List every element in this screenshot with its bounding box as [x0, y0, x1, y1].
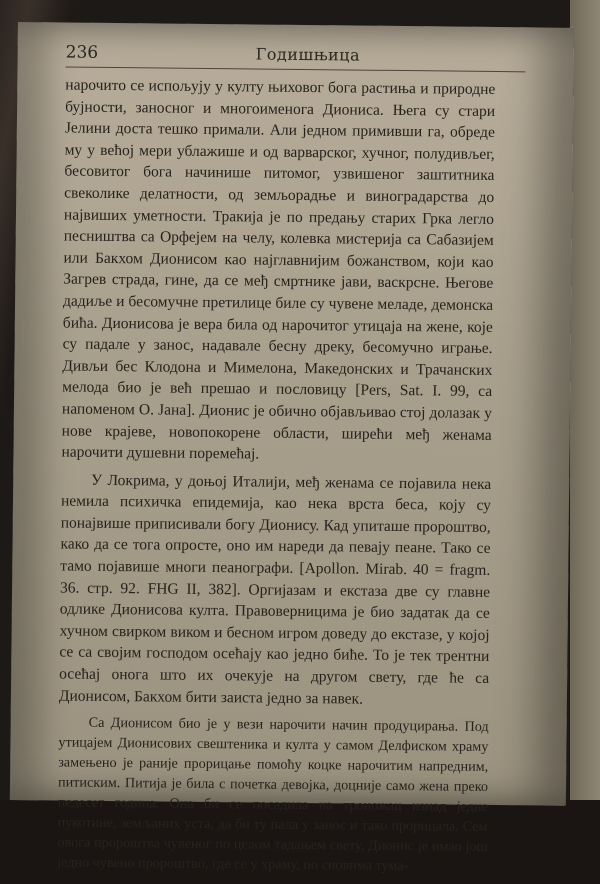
header-rule	[66, 67, 526, 73]
page-number: 236	[65, 42, 99, 63]
book-page	[10, 22, 574, 875]
page-edge-right	[570, 0, 600, 800]
paragraph-1: нарочито се испољују у култу њиховог бога растиња и природне бујности, заносног и многоименога Диониса. Њега су стари Јелини доста тешко примали. Али једном примивши га, обреде му у већој мери ублажише и од варварског, хучног, полудивљег, бесовитог бога начинише питомог, узвишеног заштитника свеколике делатности, од земљорадње и виноградарства до највиших уметности. Тракија је по предању старих Грка легло песништва са Орфејем на челу, колевка мистерија са Сабазијем или Бакхом Дионисом као најглавнијим божанством, који као Загрев страда, гине, да се међ смртнике јави, васкрсне. Његове дадиље и бесомучне претилице биле су чувене меладе, демонска бића. Дионисова је вера била од нарочитог утицаја на жене, које су падале у занос, надавале бесну дреку, бесомучно играње. Дивљи бес Клодона и Мимелона, Македонских и Трачанских мелода био је већ прешао и пословицу [Pers, Sat. I. 99, са напоменом О. Јана]. Дионис је обично објављивао стој долазак у нове крајеве, новопокорене области, ширећи међ женама нарочити душевни поремећај.	[61, 76, 496, 463]
page-body	[57, 74, 495, 883]
paragraph-2: У Локрима, у доњој Италији, међ женама се појавила нека немила психичка епидемија, као нека врста беса, коју су понајвише приписивали богу Дионису. Кад упиташе пророштво, како да се тога опросте, оно им нареди да певају пеане. Тако се тамо појавише многи пеанографи. [Apollon. Mirab. 40 = fragm. 36. стр. 92. FHG II, 382]. Оргијазам и екстаза две су главне одлике Дионисова култа. Правоверницима је био задатак да се хучном свирком виком и бесном игром доведу до екстазе, у којој се са својим господом осећају као једно биће. То је тек трентни осећај онога што их очекује на другом свету, где ће са Дионисом, Бакхом бити заиста једно за навек.	[58, 471, 492, 708]
page-header	[65, 43, 535, 76]
paragraph-3: Са Дионисом био је у вези нарочити начин продуцирања. Под утицајем Дионисових свештеника и култа у самом Делфиском храму замењено је раније прорицање помоћу коцке нарочитим напредним, питиским. Питија је била с почетка девојка, доцније само жена преко педесет година. Она би се посадила на троножац изнад једне пукотине, земљаних уста, да би ту пала у занос и тако прорицала. Сем овога пророштва чувеног по целом тадањем свету, Дионис је имао још једно чувено пророштво, где се у храму, по сновима тума-	[57, 714, 489, 875]
running-title: Годишњица	[255, 44, 361, 65]
